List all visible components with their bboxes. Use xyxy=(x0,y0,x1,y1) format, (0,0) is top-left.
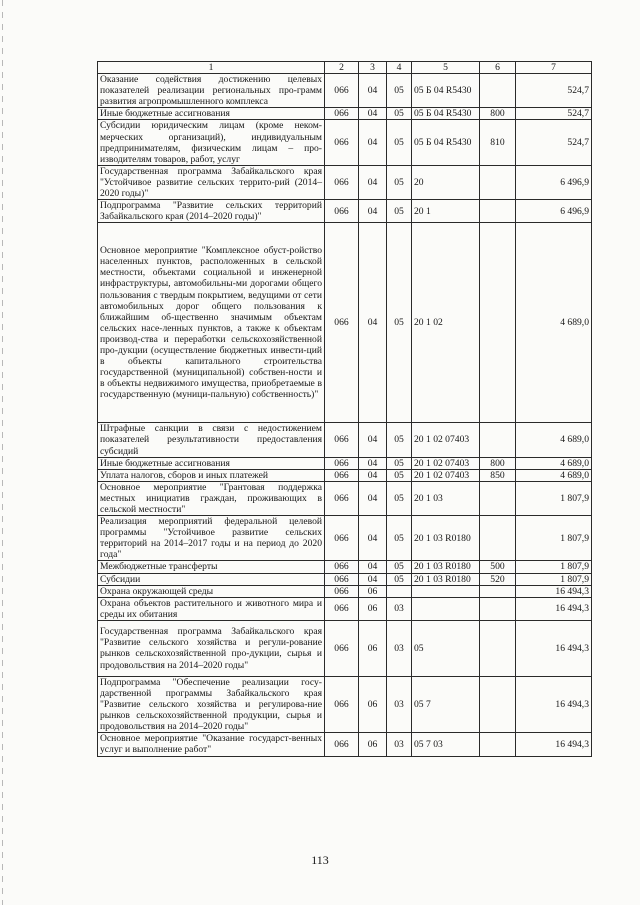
cell-name: Иные бюджетные ассигнования xyxy=(98,457,325,469)
cell-name: Охрана окружающей среды xyxy=(98,585,325,597)
cell-expense-type: 800 xyxy=(480,457,516,469)
cell-target-article: 05 7 xyxy=(412,676,480,732)
cell-target-article: 20 1 03 xyxy=(412,481,480,515)
cell-target-article xyxy=(412,585,480,597)
column-number-5: 5 xyxy=(412,62,480,74)
cell-target-article: 20 1 03 R0180 xyxy=(412,573,480,585)
cell-ministry: 066 xyxy=(325,516,359,561)
cell-expense-type xyxy=(480,223,516,423)
cell-ministry: 066 xyxy=(325,561,359,573)
cell-name: Оказание содействия достижению целевых показателей реализации региональных про-грамм развития агропромышленного комплекса xyxy=(98,74,325,108)
cell-target-article: 20 1 02 07403 xyxy=(412,423,480,457)
cell-expense-type xyxy=(480,516,516,561)
cell-subsection: 03 xyxy=(387,676,412,732)
column-number-2: 2 xyxy=(325,62,359,74)
cell-section: 04 xyxy=(359,108,387,120)
cell-ministry: 066 xyxy=(325,223,359,423)
cell-expense-type xyxy=(480,200,516,223)
cell-name: Уплата налогов, сборов и иных платежей xyxy=(98,469,325,481)
cell-section: 06 xyxy=(359,733,387,756)
cell-name: Субсидии xyxy=(98,573,325,585)
cell-expense-type xyxy=(480,597,516,620)
cell-name: Основное мероприятие "Оказание государст-венных услуг и выполнение работ" xyxy=(98,733,325,756)
column-number-4: 4 xyxy=(387,62,412,74)
table-row xyxy=(98,165,592,199)
table-row xyxy=(98,585,592,597)
column-number-3: 3 xyxy=(359,62,387,74)
cell-expense-type: 500 xyxy=(480,561,516,573)
cell-section: 04 xyxy=(359,457,387,469)
cell-target-article xyxy=(412,597,480,620)
cell-section: 06 xyxy=(359,597,387,620)
cell-name: Субсидии юридическим лицам (кроме неком-мерческих организаций), индивидуальным предпринимателям, физическим лицам – про-изводителям товаров, работ, услуг xyxy=(98,120,325,165)
table-row xyxy=(98,620,592,676)
cell-amount: 6 496,9 xyxy=(516,165,592,199)
cell-expense-type: 850 xyxy=(480,469,516,481)
cell-section: 04 xyxy=(359,561,387,573)
budget-table xyxy=(97,61,592,757)
cell-expense-type xyxy=(480,165,516,199)
cell-section: 06 xyxy=(359,676,387,732)
cell-expense-type xyxy=(480,620,516,676)
cell-expense-type xyxy=(480,481,516,515)
cell-ministry: 066 xyxy=(325,585,359,597)
cell-expense-type xyxy=(480,733,516,756)
cell-subsection: 03 xyxy=(387,733,412,756)
cell-target-article: 05 Б 04 R5430 xyxy=(412,108,480,120)
cell-name: Государственная программа Забайкальского края "Развитие сельского хозяйства и регули-рование рынков сельскохозяйственной про-дукции, сырья и продовольствия на 2014–2020 годы" xyxy=(98,620,325,676)
cell-name: Государственная программа Забайкальского края "Устойчивое развитие сельских террито-рий (2014–2020 годы)" xyxy=(98,165,325,199)
table-row xyxy=(98,423,592,457)
cell-expense-type xyxy=(480,74,516,108)
cell-target-article: 20 1 03 R0180 xyxy=(412,516,480,561)
table-row xyxy=(98,676,592,732)
cell-target-article: 20 1 02 07403 xyxy=(412,469,480,481)
cell-subsection: 03 xyxy=(387,597,412,620)
cell-section: 04 xyxy=(359,74,387,108)
cell-ministry: 066 xyxy=(325,481,359,515)
cell-target-article: 20 xyxy=(412,165,480,199)
table-row xyxy=(98,74,592,108)
cell-subsection: 05 xyxy=(387,469,412,481)
cell-amount: 16 494,3 xyxy=(516,733,592,756)
cell-subsection: 05 xyxy=(387,561,412,573)
cell-section: 04 xyxy=(359,165,387,199)
cell-subsection: 05 xyxy=(387,457,412,469)
cell-amount: 4 689,0 xyxy=(516,457,592,469)
cell-ministry: 066 xyxy=(325,423,359,457)
cell-section: 06 xyxy=(359,620,387,676)
table-row xyxy=(98,573,592,585)
cell-amount: 4 689,0 xyxy=(516,423,592,457)
cell-subsection: 05 xyxy=(387,74,412,108)
table-row xyxy=(98,200,592,223)
cell-amount: 1 807,9 xyxy=(516,481,592,515)
table-row xyxy=(98,733,592,756)
cell-amount: 4 689,0 xyxy=(516,223,592,423)
table-row xyxy=(98,108,592,120)
column-number-1: 1 xyxy=(98,62,325,74)
column-number-6: 6 xyxy=(480,62,516,74)
cell-section: 04 xyxy=(359,481,387,515)
cell-ministry: 066 xyxy=(325,108,359,120)
cell-subsection: 03 xyxy=(387,620,412,676)
cell-amount: 1 807,9 xyxy=(516,516,592,561)
cell-target-article: 20 1 02 07403 xyxy=(412,457,480,469)
cell-amount: 16 494,3 xyxy=(516,620,592,676)
cell-name: Реализация мероприятий федеральной целевой программы "Устойчивое развитие сельских территорий на 2014–2017 годы и на период до 2020 года" xyxy=(98,516,325,561)
cell-target-article: 05 7 03 xyxy=(412,733,480,756)
cell-amount: 6 496,9 xyxy=(516,200,592,223)
table-row xyxy=(98,457,592,469)
cell-name: Охрана объектов растительного и животного мира и среды их обитания xyxy=(98,597,325,620)
cell-expense-type xyxy=(480,585,516,597)
cell-section: 04 xyxy=(359,200,387,223)
cell-amount: 1 807,9 xyxy=(516,573,592,585)
cell-ministry: 066 xyxy=(325,676,359,732)
scan-edge-line xyxy=(2,0,3,905)
cell-target-article: 05 xyxy=(412,620,480,676)
cell-amount: 1 807,9 xyxy=(516,561,592,573)
cell-subsection: 05 xyxy=(387,200,412,223)
cell-subsection: 05 xyxy=(387,423,412,457)
cell-subsection: 05 xyxy=(387,516,412,561)
cell-amount: 4 689,0 xyxy=(516,469,592,481)
cell-name: Основное мероприятие "Комплексное обуст-ройство населенных пунктов, расположенных в сельской местности, объектами социальной и инженерной инфраструктуры, автомобильны-ми дорогами общего пользования с твердым покрытием, ведущими от сети автомобильных дорог общего пользования к ближайшим об-щественно значимым объектам сельских насе-ленных пунктов, а также к объектам производ-ства и переработки сельскохозяйственной про-дукции (осуществление бюджетных инвести-ций в объекты капитального строительства государственной (муниципальной) собствен-ности и в объекты недвижимого имущества, приобретаемые в государственную (муници-пальную) собственность)" xyxy=(98,223,325,423)
cell-subsection: 05 xyxy=(387,108,412,120)
cell-amount: 524,7 xyxy=(516,108,592,120)
table-row xyxy=(98,481,592,515)
cell-ministry: 066 xyxy=(325,457,359,469)
page-number: 113 xyxy=(311,853,329,867)
table-row xyxy=(98,516,592,561)
table-row xyxy=(98,561,592,573)
cell-subsection xyxy=(387,585,412,597)
cell-section: 04 xyxy=(359,223,387,423)
cell-name: Иные бюджетные ассигнования xyxy=(98,108,325,120)
cell-section: 04 xyxy=(359,573,387,585)
cell-ministry: 066 xyxy=(325,469,359,481)
cell-section: 04 xyxy=(359,516,387,561)
cell-target-article: 20 1 03 R0180 xyxy=(412,561,480,573)
cell-section: 04 xyxy=(359,120,387,165)
cell-target-article: 05 Б 04 R5430 xyxy=(412,120,480,165)
cell-subsection: 05 xyxy=(387,223,412,423)
table-row xyxy=(98,597,592,620)
cell-subsection: 05 xyxy=(387,165,412,199)
cell-section: 06 xyxy=(359,585,387,597)
cell-subsection: 05 xyxy=(387,573,412,585)
cell-subsection: 05 xyxy=(387,481,412,515)
cell-ministry: 066 xyxy=(325,620,359,676)
cell-ministry: 066 xyxy=(325,165,359,199)
cell-target-article: 20 1 xyxy=(412,200,480,223)
cell-expense-type: 810 xyxy=(480,120,516,165)
budget-table-body xyxy=(98,62,592,757)
cell-name: Штрафные санкции в связи с недостижением показателей результативности предоставления субсидий xyxy=(98,423,325,457)
cell-expense-type xyxy=(480,676,516,732)
cell-name: Основное мероприятие "Грантовая поддержка местных инициатив граждан, проживающих в сельской местности" xyxy=(98,481,325,515)
cell-amount: 524,7 xyxy=(516,120,592,165)
cell-subsection: 05 xyxy=(387,120,412,165)
cell-ministry: 066 xyxy=(325,733,359,756)
cell-name: Межбюджетные трансферты xyxy=(98,561,325,573)
cell-expense-type: 800 xyxy=(480,108,516,120)
cell-ministry: 066 xyxy=(325,573,359,585)
cell-amount: 524,7 xyxy=(516,74,592,108)
cell-amount: 16 494,3 xyxy=(516,585,592,597)
cell-amount: 16 494,3 xyxy=(516,676,592,732)
cell-ministry: 066 xyxy=(325,200,359,223)
column-number-row xyxy=(98,62,592,74)
cell-ministry: 066 xyxy=(325,120,359,165)
cell-expense-type xyxy=(480,423,516,457)
cell-target-article: 05 Б 04 R5430 xyxy=(412,74,480,108)
cell-section: 04 xyxy=(359,423,387,457)
cell-amount: 16 494,3 xyxy=(516,597,592,620)
cell-section: 04 xyxy=(359,469,387,481)
table-row xyxy=(98,120,592,165)
cell-ministry: 066 xyxy=(325,597,359,620)
cell-target-article: 20 1 02 xyxy=(412,223,480,423)
column-number-7: 7 xyxy=(516,62,592,74)
cell-ministry: 066 xyxy=(325,74,359,108)
cell-expense-type: 520 xyxy=(480,573,516,585)
table-row xyxy=(98,223,592,423)
cell-name: Подпрограмма "Обеспечение реализации госу-дарственной программы Забайкальского края "Развитие сельского хозяйства и регулирова-ние рынков сельскохозяйственной продукции, сырья и продовольствия на 2014–2020 годы" xyxy=(98,676,325,732)
cell-name: Подпрограмма "Развитие сельских территорий Забайкальского края (2014–2020 годы)" xyxy=(98,200,325,223)
table-row xyxy=(98,469,592,481)
